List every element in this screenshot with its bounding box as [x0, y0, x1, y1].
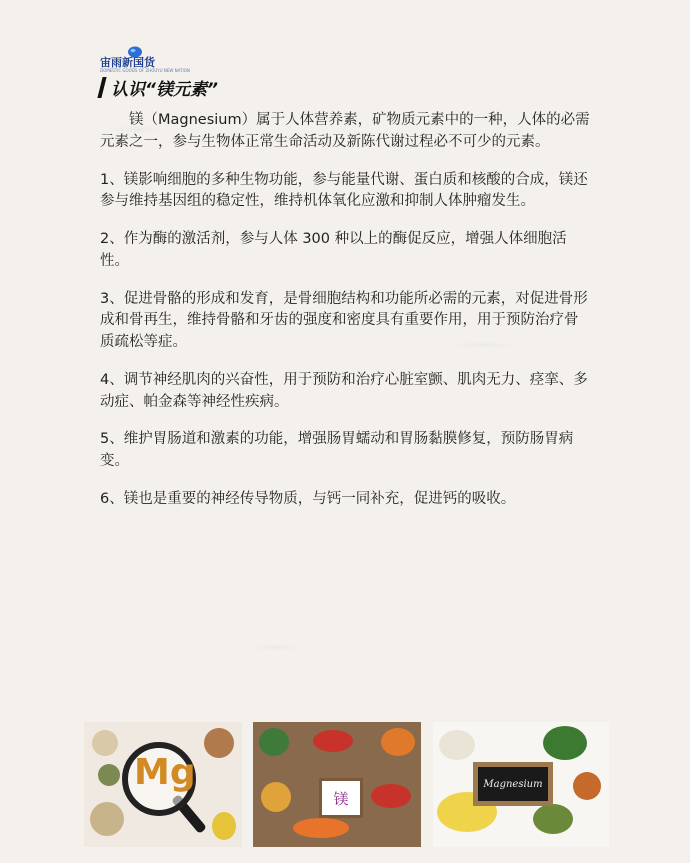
mg-label: Mg: [134, 752, 196, 793]
heading-accent-bar: [97, 77, 106, 98]
heading-title: 认识“镁元素”: [111, 79, 218, 100]
photo-strip: [84, 722, 609, 847]
point-paragraph-4: 4、调节神经肌肉的兴奋性，用于预防和治疗心脏室颤、肌肉无力、痉挛、多动症、帕金森等神经性疾病。: [100, 371, 588, 410]
point-paragraph-1: 1、镁影响细胞的多种生物功能，参与能量代谢、蛋白质和核酸的合成，镁还参与维持基因组的稳定性，维持机体氧化应激和抑制人体肿瘤发生。: [100, 171, 588, 210]
magnesium-sign-text: 镁: [333, 789, 349, 808]
photo-food-board: [253, 722, 421, 847]
intro-paragraph: 镁（Magnesium）属于人体营养素，矿物质元素中的一种，人体的必需元素之一，参与生物体正常生命活动及新陈代谢过程必不可少的元素。: [100, 112, 590, 150]
chalkboard-sign: [473, 762, 553, 806]
photo-mg-magnifier: [84, 722, 242, 847]
point-paragraph-3: 3、促进骨骼的形成和发育，是骨细胞结构和功能所必需的元素，对促进骨形成和骨再生，维持骨骼和牙齿的强度和密度具有重要作用，用于预防治疗骨质疏松等症。: [100, 290, 588, 350]
chalkboard-text: Magnesium: [483, 778, 543, 790]
point-paragraph-2: 2、作为酶的激活剂，参与人体 300 种以上的酶促反应，增强人体细胞活性。: [100, 231, 567, 269]
section-heading: [100, 76, 218, 98]
point-paragraph-5: 5、维护胃肠道和激素的功能，增强肠胃蠕动和胃肠黏膜修复，预防肠胃病变。: [100, 431, 574, 469]
photo-chalkboard: [433, 722, 609, 847]
point-paragraph-6: 6、镁也是重要的神经传导物质，与钙一同补充，促进钙的吸收。: [100, 490, 516, 507]
article-body: [100, 110, 590, 527]
logo-name: 宙雨新国货: [100, 56, 155, 69]
logo-tagline: DOMESTIC GOODS OF ZHOUYU NEW NATION: [100, 68, 190, 73]
magnesium-sign: [319, 778, 363, 818]
